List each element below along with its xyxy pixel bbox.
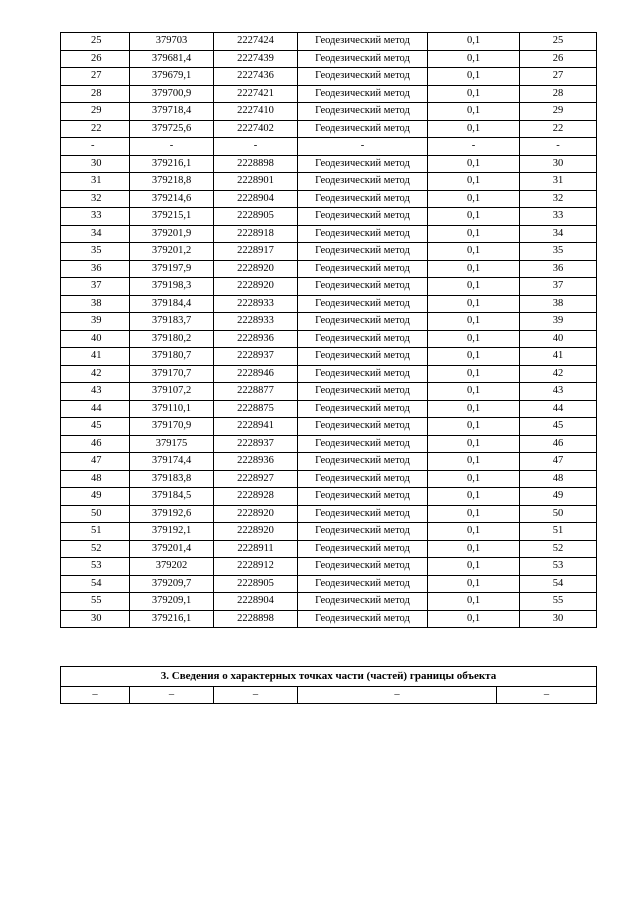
method-cell: Геодезический метод xyxy=(298,348,428,366)
y-coordinate-cell: 2227410 xyxy=(214,103,298,121)
point-number-cell: 22 xyxy=(61,120,130,138)
point-label-cell: 49 xyxy=(520,488,597,506)
y-coordinate-cell: 2228937 xyxy=(214,348,298,366)
accuracy-cell: 0,1 xyxy=(428,260,520,278)
method-cell: Геодезический метод xyxy=(298,173,428,191)
point-number-cell: 43 xyxy=(61,383,130,401)
x-coordinate-cell: 379218,8 xyxy=(130,173,214,191)
point-number-cell: 27 xyxy=(61,68,130,86)
accuracy-cell: 0,1 xyxy=(428,33,520,51)
y-coordinate-cell: 2228920 xyxy=(214,278,298,296)
method-cell: Геодезический метод xyxy=(298,470,428,488)
table-row xyxy=(61,50,597,68)
y-coordinate-cell: 2228920 xyxy=(214,505,298,523)
x-coordinate-cell: 379201,2 xyxy=(130,243,214,261)
x-coordinate-cell: 379184,4 xyxy=(130,295,214,313)
method-cell: Геодезический метод xyxy=(298,330,428,348)
point-label-cell: 50 xyxy=(520,505,597,523)
table-row xyxy=(61,173,597,191)
method-cell: Геодезический метод xyxy=(298,155,428,173)
section-3-table xyxy=(60,666,597,704)
x-coordinate-cell: 379681,4 xyxy=(130,50,214,68)
accuracy-cell: 0,1 xyxy=(428,190,520,208)
table-row xyxy=(61,418,597,436)
accuracy-cell: 0,1 xyxy=(428,155,520,173)
point-label-cell: 27 xyxy=(520,68,597,86)
point-number-cell: 46 xyxy=(61,435,130,453)
point-label-cell: 51 xyxy=(520,523,597,541)
method-cell: Геодезический метод xyxy=(298,453,428,471)
table-row xyxy=(61,435,597,453)
point-label-cell: 42 xyxy=(520,365,597,383)
y-coordinate-cell: 2228877 xyxy=(214,383,298,401)
table-row xyxy=(61,243,597,261)
dash-cell: – xyxy=(214,687,298,704)
accuracy-cell: 0,1 xyxy=(428,103,520,121)
method-cell: Геодезический метод xyxy=(298,208,428,226)
x-coordinate-cell: 379202 xyxy=(130,558,214,576)
x-coordinate-cell: 379215,1 xyxy=(130,208,214,226)
method-cell: Геодезический метод xyxy=(298,435,428,453)
table-row xyxy=(61,155,597,173)
accuracy-cell: 0,1 xyxy=(428,575,520,593)
y-coordinate-cell: 2228936 xyxy=(214,453,298,471)
point-number-cell: 38 xyxy=(61,295,130,313)
y-coordinate-cell: 2228946 xyxy=(214,365,298,383)
point-number-cell: 34 xyxy=(61,225,130,243)
point-label-cell: 45 xyxy=(520,418,597,436)
table-row xyxy=(61,453,597,471)
x-coordinate-cell: 379180,7 xyxy=(130,348,214,366)
accuracy-cell: 0,1 xyxy=(428,243,520,261)
y-coordinate-cell: 2228918 xyxy=(214,225,298,243)
y-coordinate-cell: 2228905 xyxy=(214,208,298,226)
table-row xyxy=(61,225,597,243)
accuracy-cell: 0,1 xyxy=(428,120,520,138)
method-cell: Геодезический метод xyxy=(298,383,428,401)
y-coordinate-cell: 2228904 xyxy=(214,190,298,208)
method-cell: Геодезический метод xyxy=(298,85,428,103)
method-cell: Геодезический метод xyxy=(298,190,428,208)
accuracy-cell: 0,1 xyxy=(428,418,520,436)
section-3-title: 3. Сведения о характерных точках части (частей) границы объекта xyxy=(61,667,597,687)
point-number-cell: 30 xyxy=(61,155,130,173)
accuracy-cell: 0,1 xyxy=(428,208,520,226)
point-label-cell: 44 xyxy=(520,400,597,418)
y-coordinate-cell: 2228912 xyxy=(214,558,298,576)
y-coordinate-cell: 2227424 xyxy=(214,33,298,51)
table-row xyxy=(61,85,597,103)
x-coordinate-cell: 379216,1 xyxy=(130,155,214,173)
point-label-cell: 31 xyxy=(520,173,597,191)
method-cell: Геодезический метод xyxy=(298,523,428,541)
section-3-title-row xyxy=(61,667,597,687)
x-coordinate-cell: 379679,1 xyxy=(130,68,214,86)
point-label-cell: 38 xyxy=(520,295,597,313)
accuracy-cell: 0,1 xyxy=(428,610,520,628)
x-coordinate-cell: 379198,3 xyxy=(130,278,214,296)
y-coordinate-cell: 2227436 xyxy=(214,68,298,86)
point-label-cell: 39 xyxy=(520,313,597,331)
point-number-cell: 26 xyxy=(61,50,130,68)
y-coordinate-cell: 2228898 xyxy=(214,610,298,628)
dash-cell: – xyxy=(497,687,597,704)
accuracy-cell: 0,1 xyxy=(428,313,520,331)
table-row xyxy=(61,330,597,348)
x-coordinate-cell: 379183,7 xyxy=(130,313,214,331)
table-row xyxy=(61,470,597,488)
y-coordinate-cell: 2228898 xyxy=(214,155,298,173)
table-row xyxy=(61,610,597,628)
y-coordinate-cell: 2228928 xyxy=(214,488,298,506)
x-coordinate-cell: 379192,6 xyxy=(130,505,214,523)
point-number-cell: 52 xyxy=(61,540,130,558)
point-label-cell: 33 xyxy=(520,208,597,226)
y-coordinate-cell: 2228920 xyxy=(214,523,298,541)
point-number-cell: 53 xyxy=(61,558,130,576)
point-number-cell: 50 xyxy=(61,505,130,523)
accuracy-cell: 0,1 xyxy=(428,593,520,611)
point-label-cell: 30 xyxy=(520,155,597,173)
accuracy-cell: 0,1 xyxy=(428,453,520,471)
x-coordinate-cell: 379216,1 xyxy=(130,610,214,628)
method-cell: Геодезический метод xyxy=(298,103,428,121)
table-row xyxy=(61,523,597,541)
point-label-cell: 48 xyxy=(520,470,597,488)
method-cell: Геодезический метод xyxy=(298,50,428,68)
point-number-cell: 39 xyxy=(61,313,130,331)
y-coordinate-cell: 2228937 xyxy=(214,435,298,453)
point-number-cell: 36 xyxy=(61,260,130,278)
point-number-cell: 45 xyxy=(61,418,130,436)
point-label-cell: 32 xyxy=(520,190,597,208)
table-row xyxy=(61,120,597,138)
point-number-cell: 42 xyxy=(61,365,130,383)
point-label-cell: 25 xyxy=(520,33,597,51)
accuracy-cell: 0,1 xyxy=(428,295,520,313)
x-coordinate-cell: 379725,6 xyxy=(130,120,214,138)
table-row xyxy=(61,383,597,401)
boundary-points-body xyxy=(61,33,597,628)
x-coordinate-cell: 379192,1 xyxy=(130,523,214,541)
point-label-cell: 52 xyxy=(520,540,597,558)
table-row xyxy=(61,593,597,611)
accuracy-cell: 0,1 xyxy=(428,225,520,243)
x-coordinate-cell: 379197,9 xyxy=(130,260,214,278)
x-coordinate-cell: 379175 xyxy=(130,435,214,453)
table-row xyxy=(61,260,597,278)
point-label-cell: 46 xyxy=(520,435,597,453)
point-number-cell: 54 xyxy=(61,575,130,593)
point-label-cell: 36 xyxy=(520,260,597,278)
method-cell: - xyxy=(298,138,428,156)
method-cell: Геодезический метод xyxy=(298,558,428,576)
point-number-cell: 44 xyxy=(61,400,130,418)
x-coordinate-cell: 379700,9 xyxy=(130,85,214,103)
accuracy-cell: 0,1 xyxy=(428,540,520,558)
y-coordinate-cell: 2228904 xyxy=(214,593,298,611)
point-label-cell: 34 xyxy=(520,225,597,243)
point-number-cell: 28 xyxy=(61,85,130,103)
dash-cell: – xyxy=(298,687,497,704)
point-number-cell: 47 xyxy=(61,453,130,471)
point-label-cell: 55 xyxy=(520,593,597,611)
point-label-cell: 43 xyxy=(520,383,597,401)
accuracy-cell: 0,1 xyxy=(428,488,520,506)
x-coordinate-cell: 379183,8 xyxy=(130,470,214,488)
x-coordinate-cell: 379703 xyxy=(130,33,214,51)
x-coordinate-cell: 379201,9 xyxy=(130,225,214,243)
point-number-cell: 25 xyxy=(61,33,130,51)
point-number-cell: 35 xyxy=(61,243,130,261)
y-coordinate-cell: 2228920 xyxy=(214,260,298,278)
method-cell: Геодезический метод xyxy=(298,260,428,278)
table-row xyxy=(61,575,597,593)
table-row xyxy=(61,103,597,121)
point-number-cell: 37 xyxy=(61,278,130,296)
accuracy-cell: 0,1 xyxy=(428,50,520,68)
point-number-cell: 48 xyxy=(61,470,130,488)
point-number-cell: 55 xyxy=(61,593,130,611)
x-coordinate-cell: - xyxy=(130,138,214,156)
x-coordinate-cell: 379718,4 xyxy=(130,103,214,121)
table-row xyxy=(61,138,597,156)
accuracy-cell: 0,1 xyxy=(428,523,520,541)
y-coordinate-cell: 2228936 xyxy=(214,330,298,348)
x-coordinate-cell: 379209,1 xyxy=(130,593,214,611)
dash-cell: – xyxy=(130,687,214,704)
y-coordinate-cell: 2228901 xyxy=(214,173,298,191)
accuracy-cell: 0,1 xyxy=(428,505,520,523)
method-cell: Геодезический метод xyxy=(298,33,428,51)
method-cell: Геодезический метод xyxy=(298,400,428,418)
method-cell: Геодезический метод xyxy=(298,225,428,243)
point-label-cell: 29 xyxy=(520,103,597,121)
section-3-dash-row xyxy=(61,687,597,704)
y-coordinate-cell: 2228917 xyxy=(214,243,298,261)
point-number-cell: 30 xyxy=(61,610,130,628)
point-number-cell: 51 xyxy=(61,523,130,541)
method-cell: Геодезический метод xyxy=(298,120,428,138)
x-coordinate-cell: 379214,6 xyxy=(130,190,214,208)
point-label-cell: 37 xyxy=(520,278,597,296)
table-row xyxy=(61,208,597,226)
accuracy-cell: 0,1 xyxy=(428,400,520,418)
y-coordinate-cell: 2227402 xyxy=(214,120,298,138)
point-number-cell: 31 xyxy=(61,173,130,191)
x-coordinate-cell: 379201,4 xyxy=(130,540,214,558)
x-coordinate-cell: 379170,7 xyxy=(130,365,214,383)
point-number-cell: 40 xyxy=(61,330,130,348)
y-coordinate-cell: 2228911 xyxy=(214,540,298,558)
y-coordinate-cell: 2228933 xyxy=(214,295,298,313)
accuracy-cell: 0,1 xyxy=(428,558,520,576)
method-cell: Геодезический метод xyxy=(298,505,428,523)
x-coordinate-cell: 379170,9 xyxy=(130,418,214,436)
y-coordinate-cell: 2228905 xyxy=(214,575,298,593)
point-label-cell: 40 xyxy=(520,330,597,348)
boundary-points-table xyxy=(60,32,597,628)
table-row xyxy=(61,190,597,208)
method-cell: Геодезический метод xyxy=(298,610,428,628)
method-cell: Геодезический метод xyxy=(298,313,428,331)
y-coordinate-cell: 2227439 xyxy=(214,50,298,68)
point-number-cell: 32 xyxy=(61,190,130,208)
point-number-cell: 49 xyxy=(61,488,130,506)
y-coordinate-cell: 2228875 xyxy=(214,400,298,418)
accuracy-cell: 0,1 xyxy=(428,278,520,296)
method-cell: Геодезический метод xyxy=(298,593,428,611)
point-label-cell: 54 xyxy=(520,575,597,593)
accuracy-cell: 0,1 xyxy=(428,383,520,401)
x-coordinate-cell: 379209,7 xyxy=(130,575,214,593)
table-row xyxy=(61,33,597,51)
point-number-cell: - xyxy=(61,138,130,156)
table-row xyxy=(61,313,597,331)
accuracy-cell: 0,1 xyxy=(428,435,520,453)
method-cell: Геодезический метод xyxy=(298,418,428,436)
point-label-cell: 22 xyxy=(520,120,597,138)
table-row xyxy=(61,505,597,523)
accuracy-cell: 0,1 xyxy=(428,85,520,103)
x-coordinate-cell: 379180,2 xyxy=(130,330,214,348)
method-cell: Геодезический метод xyxy=(298,365,428,383)
accuracy-cell: 0,1 xyxy=(428,68,520,86)
y-coordinate-cell: 2228933 xyxy=(214,313,298,331)
method-cell: Геодезический метод xyxy=(298,243,428,261)
accuracy-cell: 0,1 xyxy=(428,365,520,383)
point-label-cell: 35 xyxy=(520,243,597,261)
point-label-cell: 28 xyxy=(520,85,597,103)
y-coordinate-cell: - xyxy=(214,138,298,156)
x-coordinate-cell: 379174,4 xyxy=(130,453,214,471)
method-cell: Геодезический метод xyxy=(298,278,428,296)
table-row xyxy=(61,488,597,506)
dash-cell: – xyxy=(61,687,130,704)
method-cell: Геодезический метод xyxy=(298,575,428,593)
table-row xyxy=(61,278,597,296)
y-coordinate-cell: 2228941 xyxy=(214,418,298,436)
point-label-cell: 26 xyxy=(520,50,597,68)
table-row xyxy=(61,295,597,313)
point-number-cell: 29 xyxy=(61,103,130,121)
table-row xyxy=(61,348,597,366)
table-row xyxy=(61,540,597,558)
table-row xyxy=(61,365,597,383)
table-row xyxy=(61,558,597,576)
y-coordinate-cell: 2228927 xyxy=(214,470,298,488)
table-row xyxy=(61,400,597,418)
point-label-cell: 53 xyxy=(520,558,597,576)
accuracy-cell: 0,1 xyxy=(428,330,520,348)
x-coordinate-cell: 379110,1 xyxy=(130,400,214,418)
accuracy-cell: 0,1 xyxy=(428,470,520,488)
x-coordinate-cell: 379184,5 xyxy=(130,488,214,506)
accuracy-cell: - xyxy=(428,138,520,156)
method-cell: Геодезический метод xyxy=(298,488,428,506)
point-label-cell: 41 xyxy=(520,348,597,366)
y-coordinate-cell: 2227421 xyxy=(214,85,298,103)
method-cell: Геодезический метод xyxy=(298,540,428,558)
point-number-cell: 41 xyxy=(61,348,130,366)
method-cell: Геодезический метод xyxy=(298,68,428,86)
accuracy-cell: 0,1 xyxy=(428,173,520,191)
accuracy-cell: 0,1 xyxy=(428,348,520,366)
method-cell: Геодезический метод xyxy=(298,295,428,313)
table-row xyxy=(61,68,597,86)
point-label-cell: 47 xyxy=(520,453,597,471)
point-label-cell: 30 xyxy=(520,610,597,628)
point-number-cell: 33 xyxy=(61,208,130,226)
x-coordinate-cell: 379107,2 xyxy=(130,383,214,401)
point-label-cell: - xyxy=(520,138,597,156)
